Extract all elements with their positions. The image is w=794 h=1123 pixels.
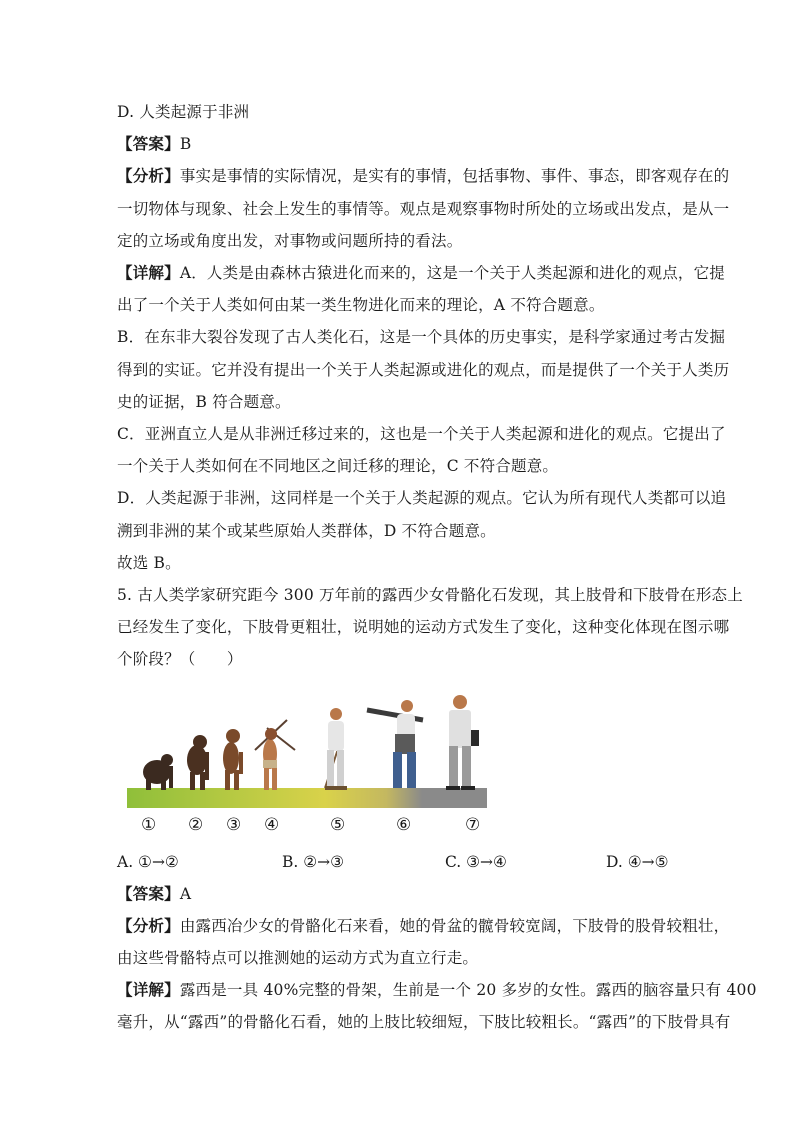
detail-line-9: 溯到非洲的某个或某些原始人类群体，D 不符合题意。 bbox=[117, 521, 496, 540]
detail-line-1 bbox=[117, 257, 726, 289]
detail-line-6: C．亚洲直立人是从非洲迁移过来的，这也是一个关于人类起源和进化的观点。它提出了 bbox=[117, 425, 726, 444]
figure-number-1: ① bbox=[141, 814, 157, 835]
detail-text: A．人类是由森林古猿进化而来的，这是一个关于人类起源和进化的观点，它提 bbox=[179, 264, 726, 283]
figure-3-hominid bbox=[223, 729, 243, 790]
option-c: C. ③→④ bbox=[445, 852, 507, 871]
answer-value-2: A bbox=[179, 884, 192, 903]
option-d-text: D. 人类起源于非洲 bbox=[117, 103, 250, 121]
detail-tag: 【详解】 bbox=[117, 263, 180, 283]
analysis-tag-2: 【分析】 bbox=[117, 915, 180, 935]
option-b: B. ②→③ bbox=[282, 852, 345, 871]
detail-line-7: 一个关于人类如何在不同地区之间迁移的理论，C 不符合题意。 bbox=[117, 457, 559, 476]
conclusion-line: 故选 B。 bbox=[117, 553, 181, 572]
detail-line-2: 出了一个关于人类如何由某一类生物进化而来的理论，A 不符合题意。 bbox=[117, 296, 605, 315]
answer-tag-2: 【答案】 bbox=[117, 883, 180, 903]
evolution-illustration bbox=[127, 690, 487, 814]
figure-6-man-tool bbox=[367, 700, 423, 788]
figure-4-hominid-spear bbox=[255, 720, 295, 790]
figure-number-4: ④ bbox=[264, 814, 280, 835]
figure-number-3: ③ bbox=[226, 814, 242, 835]
analysis2-line-2: 由这些骨骼特点可以推测她的运动方式为直立行走。 bbox=[117, 949, 479, 968]
figure-5-man-stick bbox=[325, 708, 347, 790]
question5-line-3: 个阶段？（ ） bbox=[117, 650, 243, 669]
detail-tag-2: 【详解】 bbox=[117, 980, 180, 1000]
answer-line-2 bbox=[117, 878, 677, 910]
detail-line-4: 得到的实证。它并没有提出一个关于人类起源或进化的观点，而是提供了一个关于人类历 bbox=[117, 360, 730, 379]
figure-number-2: ② bbox=[188, 814, 204, 835]
detail2-text: 露西是一具 40%完整的骨架，生前是一个 20 多岁的女性。露西的脑容量只有 400 bbox=[179, 981, 757, 1000]
evolution-figure bbox=[127, 690, 487, 840]
detail2-line-1 bbox=[117, 974, 757, 1006]
answer-value: B bbox=[179, 135, 192, 154]
figure-number-row bbox=[127, 814, 487, 836]
analysis-text: 事实是事情的实际情况，是实有的事情，包括事物、事件、事态，即客观存在的 bbox=[179, 167, 730, 186]
analysis-line-1 bbox=[117, 160, 730, 192]
figure-number-5: ⑤ bbox=[330, 814, 346, 835]
analysis2-line-1 bbox=[117, 910, 730, 942]
answer-line bbox=[117, 128, 677, 160]
detail2-line-2: 毫升，从“露西”的骨骼化石看，她的上肢比较细短，下肢比较粗长。“露西”的下肢骨具有 bbox=[117, 1013, 731, 1032]
ground-strip bbox=[127, 788, 487, 808]
detail-line-3: B．在东非大裂谷发现了古人类化石，这是一个具体的历史事实，是科学家通过考古发掘 bbox=[117, 328, 726, 347]
detail-line-8: D．人类起源于非洲，这同样是一个关于人类起源的观点。它认为所有现代人类都可以追 bbox=[117, 489, 727, 508]
analysis2-text: 由露西冶少女的骨骼化石来看，她的骨盆的髋骨较宽阔，下肢骨的股骨较粗壮， bbox=[179, 916, 730, 935]
figure-7-businessman bbox=[446, 695, 479, 790]
document-page bbox=[117, 96, 757, 1039]
option-d: D. ④→⑤ bbox=[606, 852, 669, 871]
figure-1-ape bbox=[143, 754, 173, 790]
figure-number-7: ⑦ bbox=[465, 814, 481, 835]
question5-line-1: 5. 古人类学家研究距今 300 万年前的露西少女骨骼化石发现，其上肢骨和下肢骨在形态上 bbox=[117, 586, 743, 605]
question5-options bbox=[117, 846, 677, 878]
answer-tag: 【答案】 bbox=[117, 134, 180, 154]
analysis-line-3: 定的立场或角度出发，对事物或问题所持的看法。 bbox=[117, 231, 463, 250]
analysis-line-2: 一切物体与现象、社会上发生的事情等。观点是观察事物时所处的立场或出发点，是从一 bbox=[117, 199, 730, 218]
detail-line-5: 史的证据，B 符合题意。 bbox=[117, 392, 291, 411]
figure-2-ape bbox=[187, 735, 209, 790]
analysis-tag: 【分析】 bbox=[117, 166, 180, 186]
option-a: A. ①→② bbox=[117, 852, 179, 871]
question5-line-2: 已经发生了变化，下肢骨更粗壮，说明她的运动方式发生了变化，这种变化体现在图示哪 bbox=[117, 618, 730, 637]
figure-number-6: ⑥ bbox=[396, 814, 412, 835]
